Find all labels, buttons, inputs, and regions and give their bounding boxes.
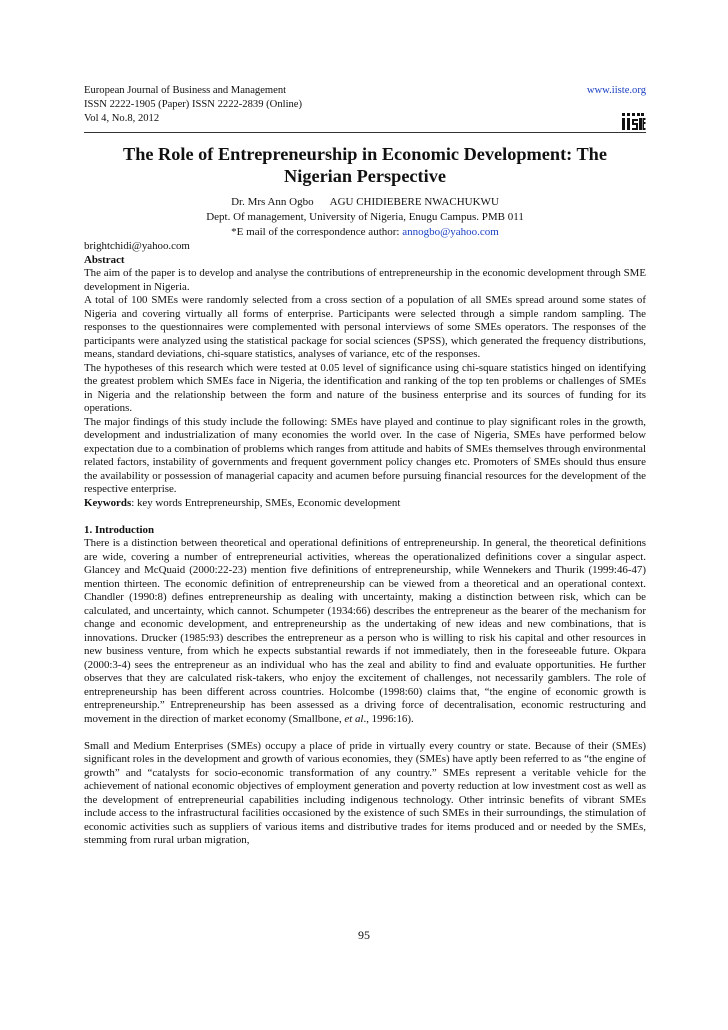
page-number: 95	[358, 928, 370, 942]
introduction-paragraph	[84, 537, 646, 726]
paragraph-text: ., 1996:16).	[363, 712, 414, 725]
correspondence-email-link[interactable]: annogbo@yahoo.com	[402, 226, 499, 238]
affiliation: Dept. Of management, University of Nigeria, Enugu Campus. PMB 011	[206, 211, 524, 223]
abstract-paragraph: A total of 100 SMEs were randomly selected from a cross section of a population of all SMEs spread around some states of Nigeria and covering virtually all forms of enterprise. Participants were selected through a simple random sampling. The responses to the questionnaires were complemented with personal interviews of some SMEs operators. The responses of the participants were analyzed using the statistical package for social sciences (SPSS), which generated the frequency distributions, means, standard deviations, chi-square statistics, analyses of variance, etc of the responses.	[84, 294, 646, 360]
paragraph-text: There is a distinction between theoretical and operational definitions of entrepreneurship. In general, the theoretical definitions are wide, covering a number of entrepreneurial activities, whereas the operationalized definitions cover a singular aspect. Glancey and McQuaid (2000:22-23) mention five definitions of entrepreneurship, while Wennekers and Thurik (1999:46-47) mention thirteen. The economic definition of entrepreneurship can be viewed from a theoretical and an operational context. Chandler (1990:8) defines entrepreneurship as dealing with uncertainty, making a distinction between risk, which can be calculated, and uncertainty, which cannot. Schumpeter (1934:66) describes the entrepreneur as the bearer of the mechanism for change and economic development, and entrepreneurship as the undertaking of new ideas and new combinations, that is innovations. Drucker (1985:93) describes the entrepreneur as a person who is willing to risk his capital and other resources in new business venture, from which he expects substantial rewards if not immediately, then in the foreseeable future. Okpara (2000:3-4) sees the entrepreneur as an individual who has the zeal and ability to find and evaluate opportunities. He further observes that they are calculated risk-takers, who enjoy the excitement of challenges, not necessarily gamblers. The role of entrepreneurship has been different across countries. Holcombe (1998:60) claims that, “the engine of economic growth is entrepreneurship.” Entrepreneurship has been assessed as a driving force of decentralisation, economic restructuring and movement in the direction of market economy (Smallbone,	[84, 537, 646, 725]
paragraph-italic-text: et al	[344, 712, 364, 725]
journal-volume: Vol 4, No.8, 2012	[84, 113, 160, 124]
author-1: Dr. Mrs Ann Ogbo	[231, 196, 314, 208]
author-names	[84, 195, 646, 210]
journal-issn: ISSN 2222-1905 (Paper) ISSN 2222-2839 (Online)	[84, 99, 303, 110]
journal-name: European Journal of Business and Management	[84, 85, 287, 96]
header-divider	[84, 132, 646, 133]
abstract-heading: Abstract	[84, 253, 125, 266]
introduction-paragraph: Small and Medium Enterprises (SMEs) occupy a place of pride in virtually every country or state. Because of their (SMEs) significant roles in the development and growth of various economies, they (SMEs) have aptly been referred to as “the engine of growth” and “catalysts for socio-economic transformation of any country.” SMEs represent a veritable vehicle for the achievement of national economic objectives of employment generation and poverty reduction at low investment cost as well as the development of entrepreneurial capabilities including indigenous technology. Other intrinsic benefits of vibrant SMEs include access to the infrastructural facilities occasioned by the existence of such SMEs in their surroundings, the stimulation of economic activities such as suppliers of various items and distributive trades for items produced and or needed by the SMEs, stemming from rural urban migration,	[84, 739, 646, 846]
paper-body	[84, 240, 646, 848]
title-line-2: Nigerian Perspective	[284, 166, 446, 186]
correspondence-line	[84, 225, 646, 240]
paper-title	[84, 143, 646, 187]
abstract-paragraph: The major findings of this study include the following: SMEs have played and continue to play significant roles in the growth, development and industrialization of many economies the world over. In the case of Nigeria, SMEs have performed below expectation due to a combination of problems which ranges from attitude and habits of SMEs themselves through environmental related factors, instability of governments and frequent government policy changes etc. Promoters of SMEs should thus ensure the availability or possession of managerial capacity and acumen before pursuing financial resources for the development of the respective enterprise.	[84, 415, 646, 495]
introduction-heading: 1. Introduction	[84, 523, 154, 536]
abstract-paragraph: The hypotheses of this research which were tested at 0.05 level of significance using chi-square statistics hinged on identifying the greatest problem which SMEs face in Nigeria, the identification and ranking of the top ten problems or challenges of SMEs in Nigeria and the relationship between the form and nature of the business enterprise and its sources of funding for its operations.	[84, 361, 646, 414]
journal-header	[84, 84, 646, 126]
correspondence-label: *E mail of the correspondence author:	[231, 226, 403, 238]
keywords-text: : key words Entrepreneurship, SMEs, Economic development	[131, 496, 401, 509]
author-2: AGU CHIDIEBERE NWACHUKWU	[329, 196, 499, 208]
keywords-label: Keywords	[84, 496, 132, 509]
journal-url-link[interactable]: www.iiste.org	[586, 85, 646, 96]
secondary-email: brightchidi@yahoo.com	[84, 240, 190, 252]
abstract-paragraph: The aim of the paper is to develop and analyse the contributions of entrepreneurship in the economic development through SME development in Nigeria.	[84, 267, 646, 293]
keywords-line	[84, 497, 646, 511]
title-line-1: The Role of Entrepreneurship in Economic Development: The	[123, 144, 607, 164]
iiste-logo-icon	[620, 113, 646, 131]
author-block	[84, 195, 646, 240]
